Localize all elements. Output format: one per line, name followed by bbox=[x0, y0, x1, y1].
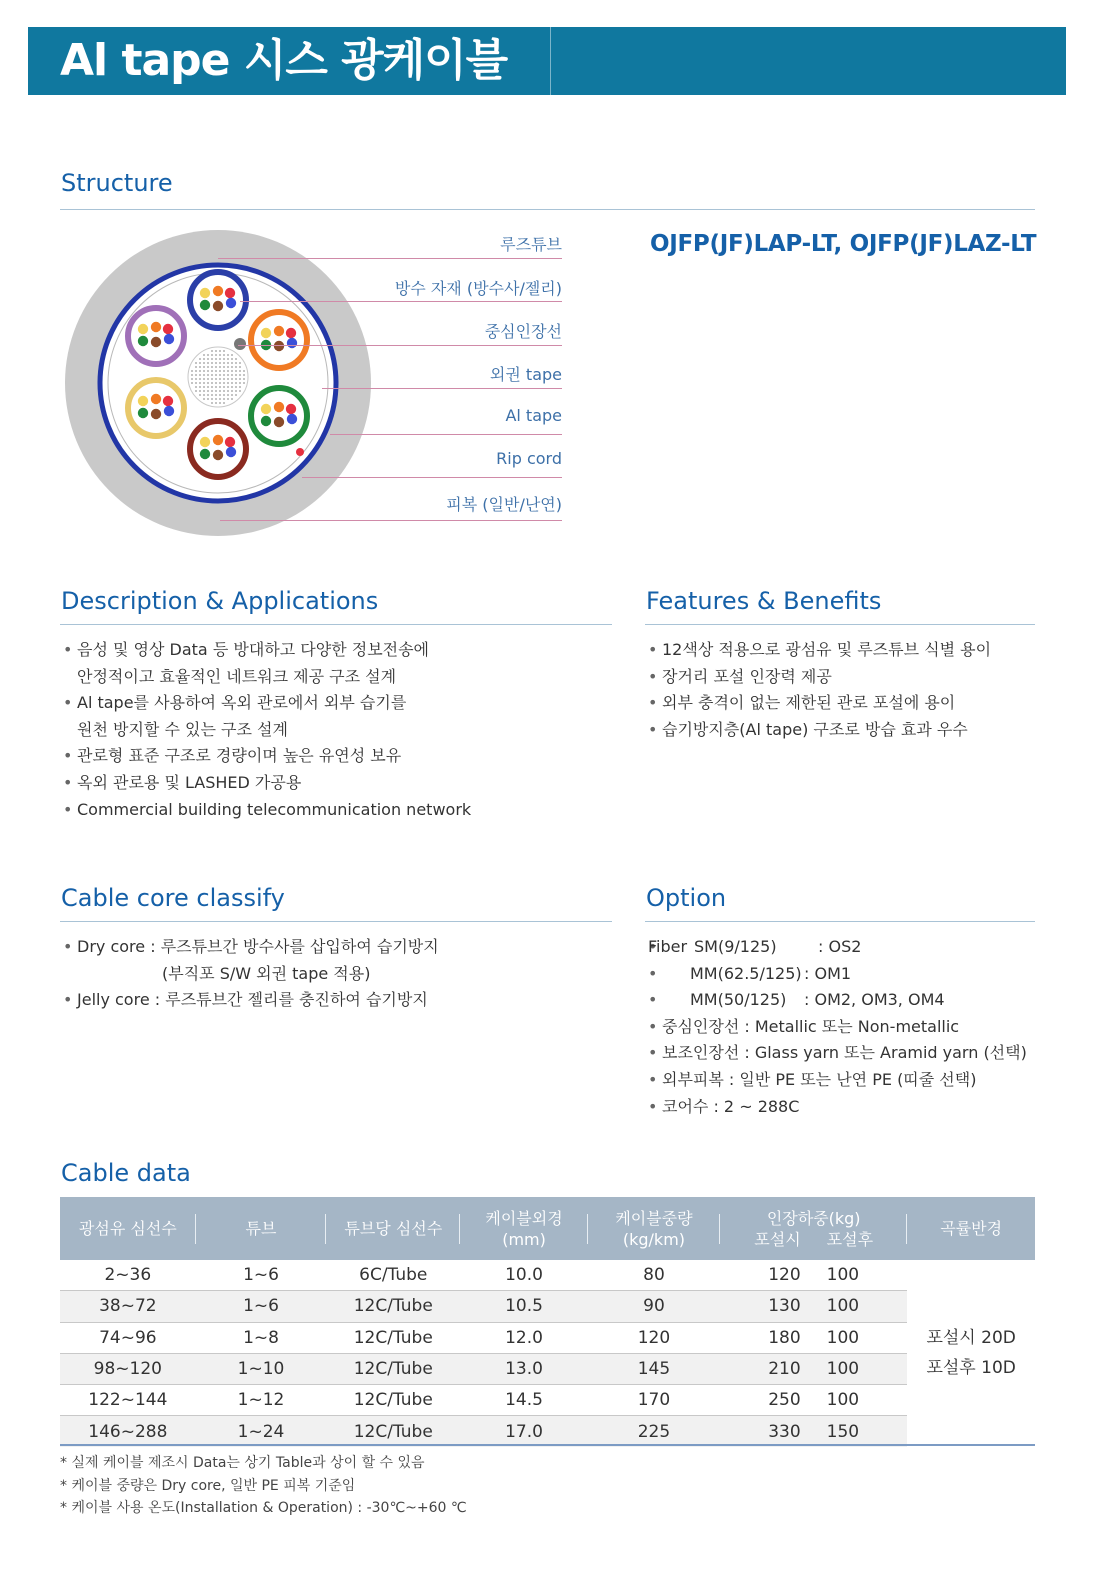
table-row: 2~36 1~6 6C/Tube 10.0 80 120 100 포설시 20D 포설후 10D bbox=[60, 1260, 1035, 1291]
rip-cord-dot bbox=[296, 448, 304, 456]
central-member-dot bbox=[239, 390, 241, 392]
description-title: Description & Applications bbox=[61, 587, 379, 615]
central-member-dot bbox=[211, 374, 213, 376]
central-member-dot bbox=[227, 354, 229, 356]
central-member-dot bbox=[207, 366, 209, 368]
features-title: Features & Benefits bbox=[646, 587, 882, 615]
central-member-dot bbox=[227, 374, 229, 376]
central-member-dot bbox=[219, 374, 221, 376]
central-member-dot bbox=[223, 402, 225, 404]
fiber bbox=[138, 336, 148, 346]
central-member-dot bbox=[243, 382, 245, 384]
central-member-dot bbox=[211, 382, 213, 384]
central-member-dot bbox=[243, 370, 245, 372]
central-member-dot bbox=[223, 394, 225, 396]
fiber bbox=[261, 328, 271, 338]
banner-divider bbox=[550, 27, 551, 95]
central-member-dot bbox=[235, 378, 237, 380]
central-member-dot bbox=[199, 394, 201, 396]
central-member-dot bbox=[219, 378, 221, 380]
fiber bbox=[138, 396, 148, 406]
title-banner bbox=[28, 27, 1066, 95]
core-classify-rule bbox=[60, 921, 612, 922]
central-member-dot bbox=[235, 382, 237, 384]
jelly-core-item: • Jelly core : 루즈튜브간 젤리를 충진하여 습기방지 bbox=[63, 987, 603, 1014]
leader-line-rip-cord bbox=[302, 477, 562, 478]
central-member-dot bbox=[227, 394, 229, 396]
leader-line-loose-tube bbox=[218, 258, 562, 259]
leader-line-outer-tape bbox=[322, 388, 562, 389]
central-member-dot bbox=[219, 370, 221, 372]
central-member-dot bbox=[219, 402, 221, 404]
central-member-dot bbox=[203, 386, 205, 388]
fiber bbox=[286, 404, 296, 414]
central-member-dot bbox=[215, 382, 217, 384]
central-member-dot bbox=[223, 390, 225, 392]
fiber bbox=[287, 338, 297, 348]
leader-line-central-member bbox=[238, 345, 562, 346]
fiber bbox=[225, 437, 235, 447]
central-member-dot bbox=[223, 362, 225, 364]
central-member-dot bbox=[211, 398, 213, 400]
central-member-dot bbox=[203, 362, 205, 364]
header-tube: 튜브 bbox=[196, 1197, 327, 1260]
loose-tube bbox=[190, 421, 246, 477]
central-member-dot bbox=[207, 398, 209, 400]
central-member-dot bbox=[219, 350, 221, 352]
fiber bbox=[225, 288, 235, 298]
fiber bbox=[200, 300, 210, 310]
central-member-dot bbox=[207, 374, 209, 376]
central-member-dot bbox=[223, 382, 225, 384]
central-member-dot bbox=[207, 362, 209, 364]
central-member-dot bbox=[215, 362, 217, 364]
leader-line-sheath bbox=[220, 520, 562, 521]
central-member-dot bbox=[199, 370, 201, 372]
table-row: 146~288 1~24 12C/Tube 17.0 225 330 150 bbox=[60, 1416, 1035, 1447]
central-member-dot bbox=[239, 374, 241, 376]
central-member-dot bbox=[219, 358, 221, 360]
central-member-dot bbox=[227, 386, 229, 388]
fiber bbox=[151, 409, 161, 419]
central-member-dot bbox=[211, 394, 213, 396]
core-classify-list bbox=[63, 934, 603, 1014]
central-member-dot bbox=[207, 378, 209, 380]
central-member-dot bbox=[207, 382, 209, 384]
central-member-dot bbox=[215, 350, 217, 352]
fiber bbox=[286, 328, 296, 338]
description-item: • Al tape를 사용하여 옥외 관로에서 외부 습기를 원천 방지할 수 있는 구조 설계 bbox=[63, 690, 603, 743]
part-label-al-tape: Al tape bbox=[505, 406, 562, 425]
central-member-dot bbox=[211, 370, 213, 372]
description-item: • 옥외 관로용 및 LASHED 가공용 bbox=[63, 770, 603, 797]
core-classify-title: Cable core classify bbox=[61, 884, 285, 912]
option-item: • 외부피복 : 일반 PE 또는 난연 PE (띠줄 선택) bbox=[648, 1067, 1038, 1094]
table-notes bbox=[60, 1452, 467, 1520]
table-row: 38~72 1~6 12C/Tube 10.5 90 130 100 bbox=[60, 1291, 1035, 1322]
central-member-dot bbox=[219, 386, 221, 388]
feature-item: • 외부 충격이 없는 제한된 관로 포설에 용이 bbox=[648, 690, 1038, 717]
central-member-dot bbox=[203, 390, 205, 392]
central-member-dot bbox=[207, 386, 209, 388]
central-member-dot bbox=[223, 358, 225, 360]
part-label-outer-tape: 외권 tape bbox=[489, 365, 562, 384]
central-member-dot bbox=[235, 366, 237, 368]
central-member-dot bbox=[227, 362, 229, 364]
cable-data-title: Cable data bbox=[61, 1159, 191, 1187]
fiber bbox=[200, 437, 210, 447]
header-od: 케이블외경 (mm) bbox=[460, 1197, 588, 1260]
central-member-dot bbox=[231, 370, 233, 372]
central-member-dot bbox=[243, 378, 245, 380]
header-weight: 케이블중량 (kg/km) bbox=[588, 1197, 720, 1260]
fiber bbox=[274, 417, 284, 427]
fiber bbox=[164, 334, 174, 344]
central-member-dot bbox=[195, 366, 197, 368]
central-member-dot bbox=[195, 374, 197, 376]
description-list bbox=[63, 637, 603, 823]
description-item: • Commercial building telecommunication network bbox=[63, 797, 603, 824]
fiber bbox=[274, 402, 284, 412]
central-member-dot bbox=[235, 370, 237, 372]
central-member-dot bbox=[219, 354, 221, 356]
central-member-dot bbox=[231, 382, 233, 384]
part-label-sheath: 피복 (일반/난연) bbox=[446, 495, 562, 514]
central-member-dot bbox=[195, 386, 197, 388]
part-label-central-member: 중심인장선 bbox=[484, 322, 562, 341]
central-member-dot bbox=[239, 386, 241, 388]
central-member-dot bbox=[223, 370, 225, 372]
fiber bbox=[163, 324, 173, 334]
central-member-dot bbox=[207, 370, 209, 372]
central-member-dot bbox=[227, 370, 229, 372]
description-item: • 관로형 표준 구조로 경량이며 높은 유연성 보유 bbox=[63, 743, 603, 770]
option-item: • 코어수 : 2 ~ 288C bbox=[648, 1094, 1038, 1121]
fiber bbox=[213, 450, 223, 460]
fiber bbox=[213, 286, 223, 296]
central-member-dot bbox=[195, 370, 197, 372]
fiber bbox=[200, 449, 210, 459]
central-member-dot bbox=[215, 366, 217, 368]
central-member-dot bbox=[231, 378, 233, 380]
central-member-dot bbox=[231, 398, 233, 400]
central-member-dot bbox=[235, 374, 237, 376]
header-bend-radius: 곡률반경 bbox=[907, 1197, 1035, 1260]
description-rule bbox=[60, 624, 612, 625]
central-member-dot bbox=[227, 358, 229, 360]
central-member-dot bbox=[219, 362, 221, 364]
note-item: * 실제 케이블 제조시 Data는 상기 Table과 상이 할 수 있음 bbox=[60, 1455, 425, 1471]
central-member-dot bbox=[211, 350, 213, 352]
central-member-dot bbox=[195, 382, 197, 384]
option-item: • 중심인장선 : Metallic 또는 Non-metallic bbox=[648, 1014, 1038, 1041]
fiber bbox=[287, 414, 297, 424]
central-member-dot bbox=[191, 370, 193, 372]
fiber bbox=[261, 404, 271, 414]
central-member-dot bbox=[199, 362, 201, 364]
cable-data-table bbox=[60, 1197, 1035, 1447]
central-member-dot bbox=[215, 358, 217, 360]
central-member-dot bbox=[207, 354, 209, 356]
central-member-dot bbox=[211, 362, 213, 364]
part-label-waterblocking: 방수 자재 (방수사/젤리) bbox=[394, 279, 562, 298]
note-item: * 케이블 사용 온도(Installation & Operation) : -30℃~+60 ℃ bbox=[60, 1500, 467, 1516]
central-member-dot bbox=[199, 386, 201, 388]
loose-tube bbox=[128, 380, 184, 436]
central-member-dot bbox=[195, 362, 197, 364]
feature-item: • 장거리 포설 인장력 제공 bbox=[648, 664, 1038, 691]
central-member-dot bbox=[215, 386, 217, 388]
header-tensile: 인장하중(kg) 포설시 포설후 bbox=[720, 1197, 907, 1260]
fiber bbox=[274, 326, 284, 336]
central-member-dot bbox=[235, 386, 237, 388]
fiber bbox=[200, 288, 210, 298]
central-member-dot bbox=[239, 378, 241, 380]
central-member-dot bbox=[231, 362, 233, 364]
central-member-dot bbox=[227, 378, 229, 380]
central-member-dot bbox=[219, 390, 221, 392]
central-member-dot bbox=[191, 378, 193, 380]
header-fibers: 광섬유 심선수 bbox=[60, 1197, 196, 1260]
structure-title: Structure bbox=[61, 169, 173, 197]
central-member-dot bbox=[211, 390, 213, 392]
loose-tube bbox=[190, 272, 246, 328]
central-member-dot bbox=[215, 354, 217, 356]
fiber bbox=[226, 298, 236, 308]
fiber bbox=[151, 337, 161, 347]
table-row: 74~96 1~8 12C/Tube 12.0 120 180 100 bbox=[60, 1322, 1035, 1353]
features-rule bbox=[645, 624, 1035, 625]
central-member-dot bbox=[199, 378, 201, 380]
leader-line-al-tape bbox=[330, 434, 562, 435]
fiber bbox=[151, 322, 161, 332]
central-member-dot bbox=[243, 374, 245, 376]
filler-dot bbox=[234, 338, 246, 350]
fiber bbox=[138, 408, 148, 418]
central-member-dot bbox=[195, 390, 197, 392]
central-member-dot bbox=[231, 358, 233, 360]
central-member-dot bbox=[223, 354, 225, 356]
fiber bbox=[226, 447, 236, 457]
central-member-dot bbox=[199, 382, 201, 384]
central-member-dot bbox=[215, 402, 217, 404]
option-item: • 보조인장선 : Glass yarn 또는 Aramid yarn (선택) bbox=[648, 1040, 1038, 1067]
central-member-dot bbox=[231, 354, 233, 356]
central-member-dot bbox=[199, 366, 201, 368]
central-member-dot bbox=[211, 402, 213, 404]
central-member-dot bbox=[199, 374, 201, 376]
central-member-dot bbox=[211, 358, 213, 360]
central-member-dot bbox=[231, 366, 233, 368]
leader-line-waterblocking bbox=[240, 301, 562, 302]
central-member-dot bbox=[203, 378, 205, 380]
central-member-dot bbox=[235, 362, 237, 364]
fiber bbox=[213, 435, 223, 445]
central-member-dot bbox=[235, 358, 237, 360]
central-member-dot bbox=[227, 390, 229, 392]
central-member-dot bbox=[231, 390, 233, 392]
fiber bbox=[138, 324, 148, 334]
central-member-dot bbox=[239, 366, 241, 368]
fiber bbox=[261, 416, 271, 426]
central-member-dot bbox=[211, 386, 213, 388]
option-list bbox=[648, 934, 1038, 1120]
central-member-dot bbox=[223, 378, 225, 380]
option-fiber-item: • MM(50/125) : OM2, OM3, OM4 bbox=[648, 987, 1038, 1014]
central-member-dot bbox=[203, 358, 205, 360]
central-member-dot bbox=[223, 398, 225, 400]
fiber bbox=[163, 396, 173, 406]
central-member-dot bbox=[219, 398, 221, 400]
central-member-dot bbox=[199, 390, 201, 392]
central-member-dot bbox=[239, 362, 241, 364]
loose-tube bbox=[128, 308, 184, 364]
fiber bbox=[151, 394, 161, 404]
central-member-dot bbox=[215, 394, 217, 396]
page-title: Al tape 시스 광케이블 bbox=[60, 35, 508, 86]
central-member-dot bbox=[223, 350, 225, 352]
central-member-dot bbox=[207, 358, 209, 360]
central-member-dot bbox=[231, 394, 233, 396]
features-list bbox=[648, 637, 1038, 743]
fiber bbox=[274, 341, 284, 351]
central-member-dot bbox=[219, 366, 221, 368]
option-rule bbox=[645, 921, 1035, 922]
central-member-dot bbox=[223, 366, 225, 368]
central-member-dot bbox=[219, 394, 221, 396]
fiber bbox=[164, 406, 174, 416]
description-item: • 음성 및 영상 Data 등 방대하고 다양한 정보전송에 안정적이고 효율적인 네트워크 제공 구조 설계 bbox=[63, 637, 603, 690]
central-member-dot bbox=[223, 374, 225, 376]
central-member-dot bbox=[215, 390, 217, 392]
central-member-dot bbox=[215, 370, 217, 372]
loose-tube bbox=[251, 312, 307, 368]
feature-item: • 12색상 적용으로 광섬유 및 루즈튜브 식별 용이 bbox=[648, 637, 1038, 664]
bend-radius-cell: 포설시 20D 포설후 10D bbox=[907, 1260, 1035, 1447]
central-member-dot bbox=[227, 366, 229, 368]
central-member-dot bbox=[239, 370, 241, 372]
central-member-dot bbox=[199, 358, 201, 360]
central-member-dot bbox=[191, 382, 193, 384]
central-member-dot bbox=[227, 398, 229, 400]
table-row: 122~144 1~12 12C/Tube 14.5 170 250 100 bbox=[60, 1385, 1035, 1416]
central-member-dot bbox=[195, 378, 197, 380]
loose-tube bbox=[251, 388, 307, 444]
header-per-tube: 튜브당 심선수 bbox=[326, 1197, 460, 1260]
table-bottom-rule bbox=[60, 1444, 1035, 1446]
central-member-dot bbox=[207, 394, 209, 396]
table-row: 98~120 1~10 12C/Tube 13.0 145 210 100 bbox=[60, 1353, 1035, 1384]
model-name: OJFP(JF)LAP-LT, OJFP(JF)LAZ-LT bbox=[650, 231, 1037, 257]
option-fiber-item: • Fiber SM(9/125) : OS2 bbox=[648, 934, 1038, 961]
central-member-dot bbox=[203, 354, 205, 356]
option-title: Option bbox=[646, 884, 727, 912]
central-member-dot bbox=[227, 382, 229, 384]
central-member-dot bbox=[215, 378, 217, 380]
central-member-dot bbox=[235, 394, 237, 396]
central-member-dot bbox=[191, 374, 193, 376]
part-label-rip-cord: Rip cord bbox=[496, 449, 562, 468]
table-header-row bbox=[60, 1197, 1035, 1260]
option-fiber-item: • MM(62.5/125) : OM1 bbox=[648, 961, 1038, 988]
central-strength-member bbox=[188, 347, 248, 407]
central-member-dot bbox=[231, 386, 233, 388]
structure-rule bbox=[60, 209, 1035, 210]
central-member-dot bbox=[203, 398, 205, 400]
note-item: * 케이블 중량은 Dry core, 일반 PE 피복 기준임 bbox=[60, 1477, 356, 1494]
central-member-dot bbox=[203, 366, 205, 368]
central-member-dot bbox=[203, 370, 205, 372]
central-member-dot bbox=[215, 374, 217, 376]
central-member-dot bbox=[203, 394, 205, 396]
central-member-dot bbox=[239, 382, 241, 384]
dry-core-item: • Dry core : 루즈튜브간 방수사를 삽입하여 습기방지 (부직포 S/W 외권 tape 적용) bbox=[63, 934, 603, 987]
central-member-dot bbox=[235, 390, 237, 392]
central-member-dot bbox=[211, 354, 213, 356]
central-member-dot bbox=[207, 390, 209, 392]
central-member-dot bbox=[223, 386, 225, 388]
fiber bbox=[213, 301, 223, 311]
central-member-dot bbox=[219, 382, 221, 384]
central-member-dot bbox=[231, 374, 233, 376]
central-member-dot bbox=[211, 366, 213, 368]
central-member-dot bbox=[203, 382, 205, 384]
central-member-dot bbox=[203, 374, 205, 376]
central-member-dot bbox=[211, 378, 213, 380]
feature-item: • 습기방지층(Al tape) 구조로 방습 효과 우수 bbox=[648, 717, 1038, 744]
part-label-loose-tube: 루즈튜브 bbox=[500, 235, 562, 254]
central-member-dot bbox=[215, 398, 217, 400]
